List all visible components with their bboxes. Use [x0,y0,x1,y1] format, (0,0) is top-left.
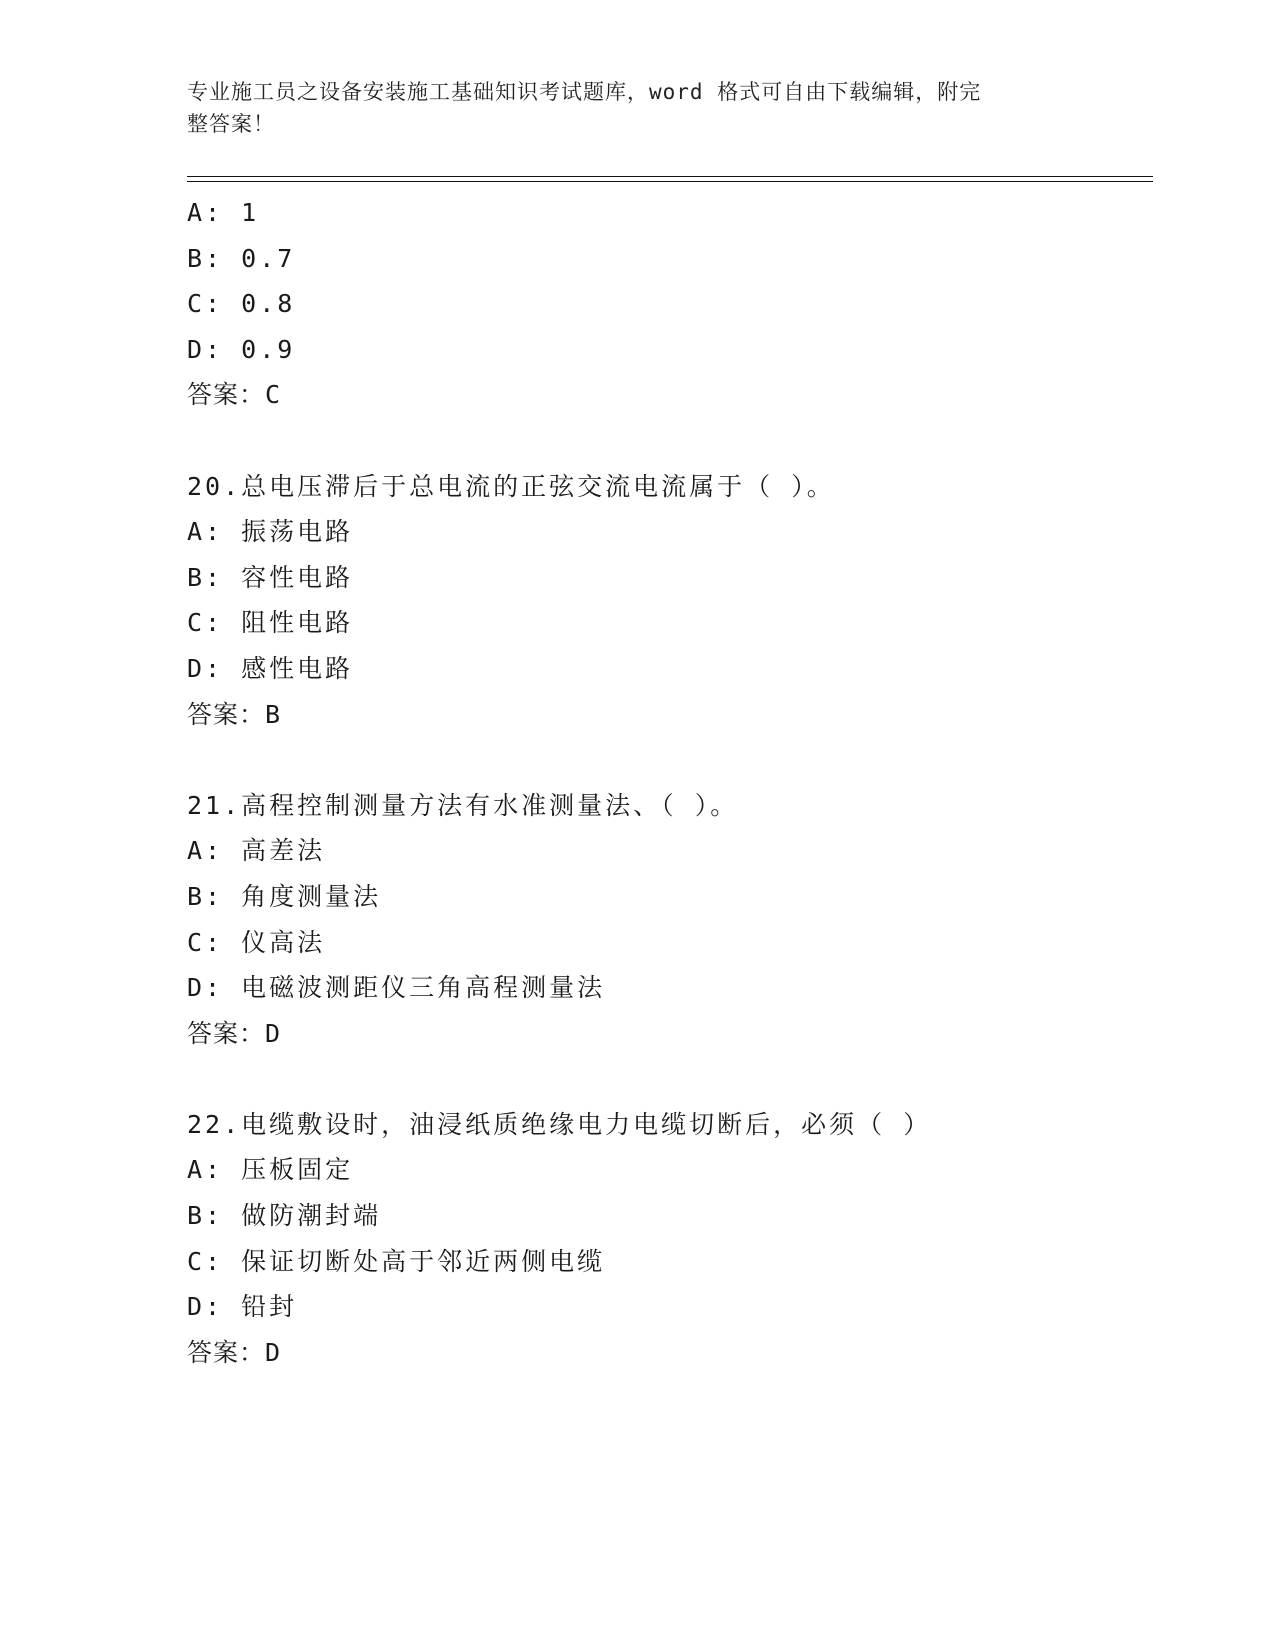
option-c: C: 保证切断处高于邻近两侧电缆 [187,1246,606,1276]
spacer [187,418,1147,464]
answer-line: 答案：C [187,380,282,410]
header-line-1: 专业施工员之设备安装施工基础知识考试题库，word 格式可自由下载编辑，附完 [187,80,982,104]
header-divider-top [187,176,1153,177]
question-stem: 20.总电压滞后于总电流的正弦交流电流属于（ ）。 [187,471,835,501]
option-a: A: 高差法 [187,836,326,866]
option-a: A: 1 [187,198,260,227]
option-d: D: 0.9 [187,334,296,364]
answer-line: 答案：D [187,1018,282,1048]
header-line-2: 整答案！ [187,112,275,136]
option-b: B: 0.7 [187,243,296,273]
option-d: D: 电磁波测距仪三角高程测量法 [187,973,606,1003]
option-a: A: 压板固定 [187,1155,354,1185]
option-c: C: 仪高法 [187,927,326,957]
question-stem: 22.电缆敷设时，油浸纸质绝缘电力电缆切断后，必须（ ） [187,1109,932,1139]
spacer [187,1056,1147,1102]
answer-line: 答案：B [187,699,282,729]
question-block-20 [187,464,1147,738]
header-divider-bottom [187,181,1153,182]
question-list [187,190,1147,1375]
option-b: B: 做防潮封端 [187,1201,382,1231]
option-c: C: 阻性电路 [187,608,354,638]
option-d: D: 感性电路 [187,653,354,683]
option-a: A: 振荡电路 [187,517,354,547]
option-b: B: 容性电路 [187,562,354,592]
question-block-21 [187,783,1147,1057]
question-block-22 [187,1102,1147,1376]
spacer [187,737,1147,783]
option-d: D: 铅封 [187,1292,298,1322]
question-stem: 21.高程控制测量方法有水准测量法、（ ）。 [187,790,739,820]
question-block-19 [187,190,1147,418]
option-b: B: 角度测量法 [187,881,382,911]
document-header [187,76,1067,140]
option-c: C: 0.8 [187,289,296,319]
answer-line: 答案：D [187,1337,282,1367]
